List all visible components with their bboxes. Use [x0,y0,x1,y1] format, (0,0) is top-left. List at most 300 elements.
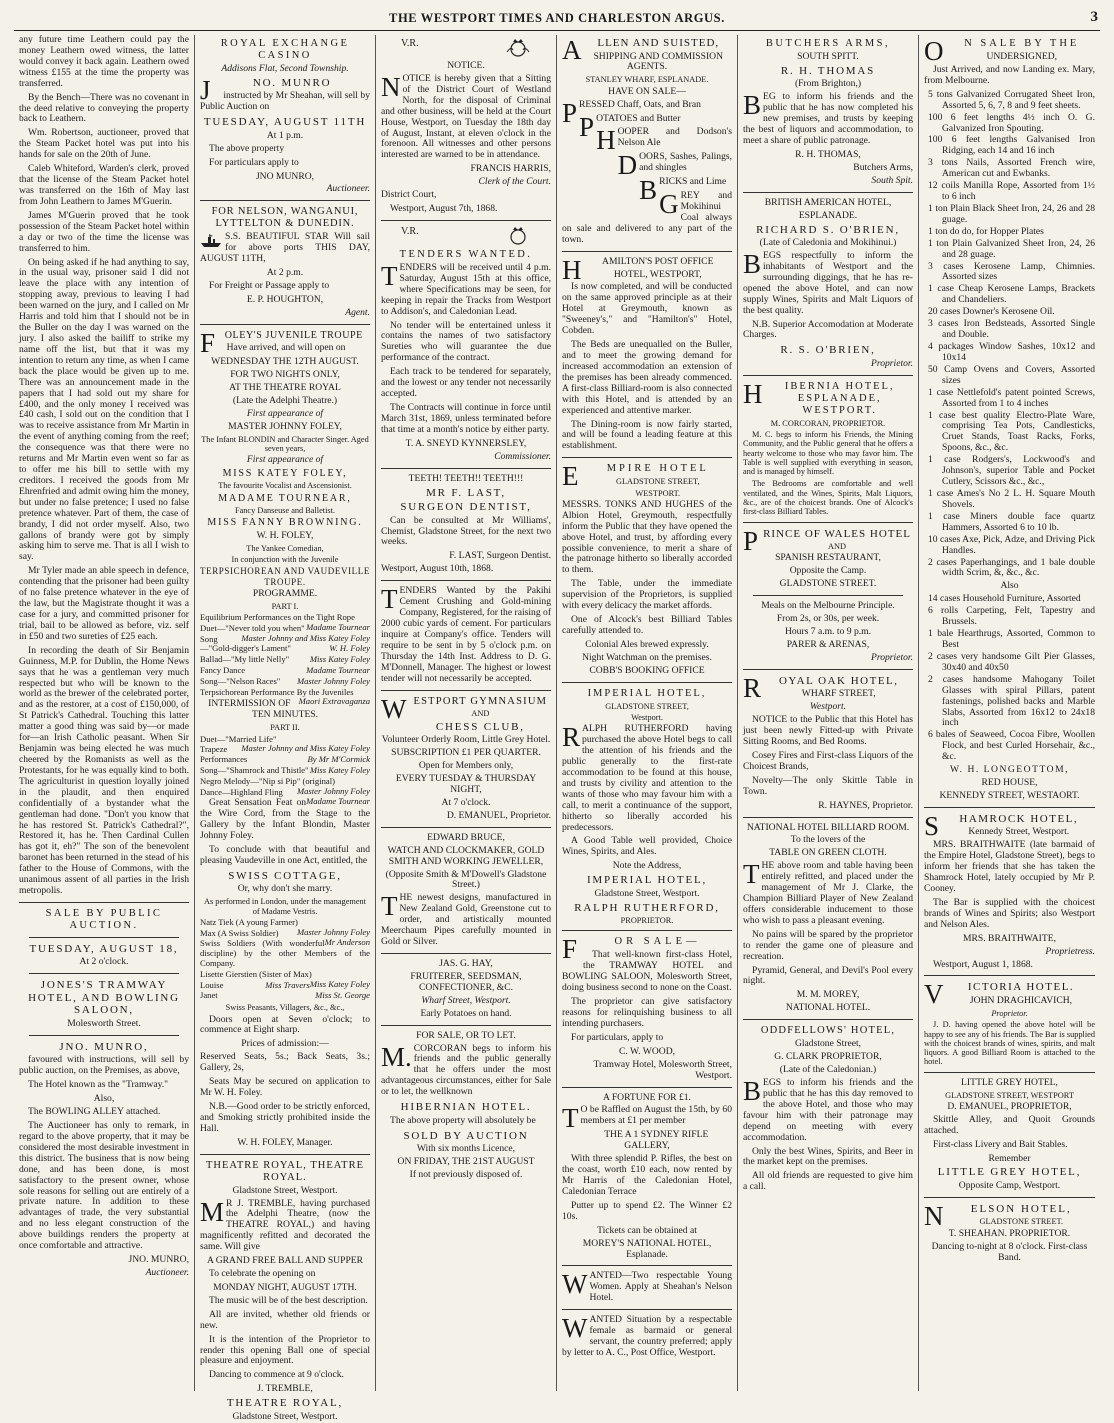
proprietor-name: T. SHEAHAN. PROPRIETOR. [948,1227,1071,1239]
contact-name: C. W. WOOD, [618,1045,676,1057]
advert-subheading: Addisons Flat, Second Township. [221,62,349,74]
programme-performer: Maori Extravaganza [298,696,370,707]
advert-heading: THEATRE ROYAL, THEATRE ROYAL. [205,1159,364,1183]
auction-street: Molesworth Street. [67,1017,141,1029]
performer-name: W. H. FOLEY, [256,529,314,541]
venue-sub: (Late the Adelphi Theatre.) [232,394,338,406]
sale-item: 12 coils Manilla Rope, Assorted from 1½ to 6 inch [928,180,1095,203]
rule [753,595,903,596]
advert-heading: SHAMROCK HOTEL, [924,810,1079,841]
advert-body: Skittle Alley, and Quoit Grounds attached. [924,1113,1095,1136]
newspaper-title: THE WESTPORT TIMES AND CHARLESTON ARGUS. [389,11,725,25]
imperial-advert [562,688,732,926]
advert-heading: ALLEN AND SUISTED, [562,35,720,65]
play-desc: As performed in London, under the management of Madame Vestris. [204,897,366,916]
rule [29,1035,179,1036]
advert-body: To conclude with that beautiful and pleasing Vaudeville in one Act, entitled, the [200,843,370,866]
advert-town: WESTPORT. [635,488,681,498]
article-paragraph: any future time Leathern could pay the money Leathern owed witness, the latter would convey it back again. Leathern owed witness £155 at the time the property was transferred. [19,34,189,89]
advert-subheading: SHIPPING AND COMMISSION AGENTS. [593,50,724,73]
nelson-advert [924,1200,1095,1264]
first-appearance: First appearance of [246,454,324,466]
rule [562,251,732,252]
advert-heading: NELSON HOTEL, [924,1200,1072,1231]
royal-oak-advert [743,672,913,812]
advert-body: The above property will absolutely be [390,1114,536,1126]
theatre-advert [200,1160,370,1423]
advert-signer: W. H. LONGEOTTOM, [949,764,1070,776]
auction-remark: The Auctioneer has only to remark, in regard to the above property, that it may be considered the most desirable investment in this district. The business that is now being done, and has been done, is most satisfactory to the present owner, whose sole reasons for selling out are entirely of a private nature. In addition to these advantages of trade, the very substantial and no less elegant construction of the above buildings renders the property at once comfortable and attractive. [19,1120,189,1252]
programme-performer: Miss Katey Foley [309,764,370,775]
theatre-address: Gladstone Street, Westport. [232,1410,338,1422]
prices: From 2s, or 30s, per week. [776,613,880,625]
proprietor-name: RALPH RUTHERFORD, [574,901,720,914]
advert-body: To celebrate the opening on [209,1268,316,1280]
contact-address: Tramway Hotel, Molesworth Street, Westport. [593,1058,732,1081]
programme-heading: PROGRAMME. [252,587,318,599]
advert-heading: HIBERNIA HOTEL, ESPLANADE, WESTPORT. [743,378,895,416]
advert-body: Cosey Fires and First-class Liquors of the Choicest Brands, [743,749,913,772]
advert-heading: IMPERIAL HOTEL, [587,687,707,699]
troupe-name: TERPSICHOREAN AND VAUDEVILLE TROUPE. [200,566,370,587]
cast-actor: Miss Travers [265,979,310,990]
article-paragraph: By the Bench—There was no covenant in the deed relative to conveying the property back to Leathern. [19,91,189,125]
performer-name: MISS KATEY FOLEY, [222,468,348,480]
advert-date: Westport, August 10th, 1868. [381,563,494,575]
advert-note: Early Potatoes on hand. [420,1007,512,1019]
advert-body: THE above room and table having been entirely refitted, and placed under the management of Mr J. Clarke, the Champion Billiard Player of New Zealand offers considerable inducement to those who wish to pass a pleasant evening. [743,859,913,926]
hours: Hours 7 a.m. to 9 p.m. [784,625,872,637]
advert-signer: R. HAYNES, Proprietor. [818,799,913,811]
programme-performer: Master Johnny and Miss Katey Foley [241,743,370,754]
page-number: 3 [1090,9,1098,25]
programme-performer: Madame Tournear [306,665,370,675]
hamilton-advert [562,254,732,453]
advert-intro: Just Arrived, and now Landing ex. Mary, from Melbourne. [924,63,1095,86]
sale-item: 10 cases Axe, Pick, Adze, and Driving Pick Handles. [928,533,1095,556]
ball-date: MONDAY NIGHT, AUGUST 17TH. [213,1281,357,1293]
proprietor-role: PROPRIETOR. [620,916,674,926]
programme-performer: Master Johnny Foley [296,785,370,796]
advert-heading: NATIONAL HOTEL BILLIARD ROOM. [746,821,910,833]
sale-item: 1 ton Plain Black Sheet Iron, 24, 26 and 28 guage. [928,202,1095,225]
rule [562,1309,732,1310]
sale-item: HOOPER and Dodson's Nelson Ale [596,125,732,156]
programme-item [200,677,370,687]
price-list: Reserved Seats, 5s.; Back Seats, 3s.; Gallery, 2s, [200,1051,370,1074]
notice-date: Westport, August 7th, 1868. [390,203,498,215]
notice-title: TENDERS WANTED. [399,248,533,260]
sale-item: 1 case Cheap Kerosene Lamps, Brackets and Chandeliers. [928,283,1095,306]
advert-body: Tickets can be obtained at [597,1224,697,1236]
advert-subheading: UNDERSIGNED, [986,50,1058,62]
rule [924,975,1095,976]
cast-item [200,991,370,1001]
advert-house: RED HOUSE, [981,777,1038,789]
rifle-gallery: THE A 1 SYDNEY RIFLE GALLERY, [604,1129,709,1152]
court-notice [381,38,551,215]
performer-desc: The Yankee Comedian, [246,543,324,553]
advert-role: Proprietress. [1045,945,1095,957]
advert-body: All are invited, whether old friends or new. [200,1308,370,1331]
advert-body: The above property [209,142,285,154]
performer-desc: Fancy Danseuse and Balletist. [234,506,335,516]
advert-body: Swiss Peasants, Villagers, &c., &c., [225,1003,345,1013]
shipping-advert [200,206,370,318]
meals: Meals on the Melbourne Principle. [761,600,895,612]
auction-body: favoured with instructions, will sell by public auction, on the Premises, as above, [19,1054,189,1077]
advert-body: Putter up to spend £2. The Winner £2 10s. [562,1199,732,1222]
programme-act: Dance—Highland Fling [200,786,283,797]
rule [381,690,551,691]
advert-heading: SALE BY PUBLIC AUCTION. [45,907,163,931]
advert-body: The Dining-room is now fairly started, and will be found a leading feature at this establishment. [562,418,732,452]
proprietor-role: Proprietor. [870,651,913,663]
prices-heading: Prices of admission:— [241,1038,329,1050]
vr-monogram [381,226,551,246]
billiard-room-advert [743,823,913,1015]
advert-street: GLADSTONE STREET. [979,1217,1064,1227]
rule [562,457,732,458]
advert-body: N.B. Superior Accomodation at Moderate Charges. [743,318,913,341]
programme-performer: By Mr M'Cormick [307,754,370,765]
advert-body: J. D. having opened the above hotel will be happy to see any of his friends. The Bar is supplied with the choicest brands of wines, spirits, and malt liquors. A good Billiard Room is attached to the hotel. [924,1020,1095,1067]
sale-item: 1 case best quality Electro-Plate Ware, comprising Tea Pots, Candlesticks, Cruet Stands, Toast Racks, Forks, Spoons, &c., &c. [928,409,1095,454]
rule [381,468,551,469]
article-paragraph: Mr Tyler made an able speech in defence, contending that the prisoner had been guilty of no false pretence whatever in the eye of the law, but the Magistrate thought it was a case for a jury, and committed prisoner for trial, bail to be allowed as before, viz. self in £50 and two sureties of £25 each. [19,565,189,642]
advert-address: KENNEDY STREET, WESTAORT. [939,789,1080,801]
advert-body: That well-known first-class Hotel, the TRAMWAY HOTEL and BOWLING SALOON, Molesworth Street, doing business second to none on the Coast. [562,949,732,994]
hibernia-advert [743,378,913,517]
club-time: At 7 o'clock. [441,796,491,808]
advert-role: Butchers Arms, [853,161,913,173]
advert-heading: FOR SALE, OR TO LET. [416,1029,516,1041]
subscription: SUBSCRIPTION £1 PER QUARTER. [391,747,541,759]
advert-heading: BUTCHERS ARMS, [765,38,891,49]
rule [200,1154,370,1155]
notice-court: District Court, [381,189,437,201]
notice-body: TENDERS will be received until 4 p.m. Saturday, August 15th at this office, where Specifications may be seen, for keeping in repair the Tracks from Westport to Addison's, and Caledonian Lead. [381,260,551,317]
advert-heading: ROYAL OAK HOTEL, [743,672,899,703]
cast-role: Natz Tiek (A young Farmer) [200,916,298,927]
advert-signer: F. LAST, Surgeon Dentist. [449,550,551,562]
advert-subheading: Gladstone Street, Westport. [232,1184,338,1196]
troupe-advert [200,327,370,1149]
advert-role: Proprietor. [870,357,913,369]
nights: FOR TWO NIGHTS ONLY, [230,369,340,380]
advert-heading: FOLEY'S JUVENILE TROUPE [200,327,363,358]
proprietor-name: RICHARD S. O'BRIEN, [756,223,900,236]
column-5 [738,35,919,1391]
advert-heading: JAS. G. HAY, [439,957,493,969]
rule [381,580,551,581]
rule [743,669,913,670]
programme-act: Trapeze Performances [200,744,248,765]
rule [381,220,551,221]
vr-text: V.R. [401,38,419,49]
gymnasium-advert [381,693,551,822]
dentist-role: SURGEON DENTIST, [400,501,532,514]
hotel-name: LITTLE GREY HOTEL, [937,1166,1082,1179]
sale-item: PRESSED Chaff, Oats, and Bran [562,97,701,128]
advert-street: GLADSTONE STREET, [605,701,689,711]
rule [743,375,913,376]
programme-act: Ballad—"My little Nelly" [200,654,290,665]
programme-act: Negro Melody—"Nip si Pip" (original) [200,775,335,786]
advert-body: M. C. begs to inform his Friends, the Mining Community, and the Public general that he offers a hearty welcome to those who may favor him. The Table is well supplied with everything in season, and is managed by himself. [743,430,913,477]
article-paragraph: On being asked if he had anything to say, in the usual way, prisoner said I did not leave the place with any intention of stopping away, previous to leaving I had been warned on the jury, and I called on Mr Harris and told him that I should not be in the Buller on the day I was warned on the jury. I also asked the bailiff to strike my name off the list, but that it was my intention to return any time, as when I came back the place would be given up to me. There was an announcement made in the papers that I had sold out my share for £400, and the only money I received was £40 cash, I sold out on the condition that I was to receive assistance from Mr Martin in the event of anything coming from the reef; the consequence was that there were no returns and Mr Martin even went so far as to offer me his bill to settle with my creditors. I received the goods from Mr Ehrenfried and admit owing him the money, but under no false pretence; I used no false pretence whatever. Part of them, the case of brandy, I did not order myself. Also, two gallons of brandy were got by simply asking him to serve me. That is all I wish to say. [19,256,189,563]
advert-body: Dancing to commence at 9 o'clock. [209,1369,344,1381]
advert-street: Gladstone Street, [794,1038,862,1050]
theatre-name: THEATRE ROYAL, [226,1397,344,1410]
raffle-advert [562,1093,732,1261]
advert-body: Dancing to-night at 8 o'clock. First-class Band. [931,1240,1088,1263]
programme-performer: Master Johnny Foley [296,675,370,686]
advert-body: The Bar is supplied with the choicest brands of Wines and Spirits; also Westport and Nelson Ales. [924,896,1095,930]
shamrock-advert [924,810,1095,971]
dentist-advert [381,474,551,576]
advert-body: MR J. TREMBLE, having purchased the Adelphi Theatre, (now the THEATRE ROYAL,) and having magnificently refitted and decorated the same. Will give [200,1196,370,1253]
advert-body: Only the best Wines, Spirits, and Beer in the market kept on the premises. [743,1145,913,1168]
advert-body: instructed by Mr Sheahan, will sell by Public Auction on [200,90,370,113]
ticket-location: MOREY'S NATIONAL HOTEL, Esplanade. [582,1237,712,1260]
sale-item: 1 case Miners double face quartz Hammers, Assorted 6 to 10 lb. [928,510,1095,533]
advert-body: Have arrived, and will open on [226,342,346,354]
advert-body: For Freight or Passage apply to [209,280,330,291]
advert-body: MESSRS. TONKS AND HUGHES of the Albion Hotel, Greymouth, respectfully inform the Public that they have opened the above Hotel, and trust, by affording every possible convenience, to merit a share of the patronage hitherto so liberally accorded to them. [562,498,732,576]
rule [743,817,913,818]
sale-item: 1 ton do do, for Hopper Plates [928,225,1044,237]
advert-street: GLADSTONE STREET, WESTPORT [945,1090,1074,1100]
column-6 [919,35,1100,1391]
rule [743,1019,913,1020]
club-name: CHESS CLUB, [435,720,525,733]
british-american-advert [743,198,913,370]
little-grey-advert [924,1078,1095,1192]
advert-body: One of Alcock's best Billiard Tables carefully attended to. [562,614,732,636]
play-subtitle: Or, why don't she marry. [237,883,333,895]
tramway-sale-advert [562,936,732,1081]
sail-time: At 2 p.m. [266,267,304,279]
programme-performer: Madame Tournear [306,621,370,632]
proprietor-name: D. EMANUEL, Proprietor. [446,809,551,821]
advert-and: AND [471,709,490,719]
article-paragraph: James M'Guerin proved that he took possession of the Steam Packet hotel within a day or two of the time the license was transferred to him. [19,209,189,254]
advert-town: Westport. [631,712,663,722]
advert-body: With three splendid P. Rifles, the best on the coast, worth £10 each, now rented by Mr Harris of the Caledonian Hotel, Caledonian Terrace [562,1153,732,1197]
advert-body: All old friends are requested to give him a call. [743,1170,913,1193]
sale-item: 2 cases handsome Mahogany Toilet Glasses with spiral Pillars, patent fastenings, polished backs and Marble Slabs, Assorted from 16x12 to 24x18 inch [928,673,1095,729]
advert-address: Wharf Street, Westport. [421,994,511,1006]
advert-subheading: To the lovers of the [790,834,866,846]
first-appearance: First appearance of [246,407,324,419]
agent-name: E. P. HOUGHTON, [246,293,324,305]
performer-name: MADAME TOURNEAR, [218,492,352,504]
members-only: Open for Members only, [418,760,514,772]
contact-role: Auctioneer. [326,183,370,195]
club-nights: EVERY TUESDAY & THURSDAY NIGHT, [395,773,537,795]
cast-actor: Mr Anderson [324,937,370,948]
hotel-name: HIBERNIAN HOTEL. [400,1101,532,1114]
advert-address: Gladstone Street, Westport. [594,887,700,899]
advert-body: BEGS respectfully to inform the inhabitants of Westport and the surrounding diggings, that he has re-opened the above Hotel, and can now supply Wines, Spirits and Malt Liquors of the best quality. [743,249,913,316]
proprietor-name: JOHN DRAGHICAVICH, [969,995,1073,1007]
advert-date: Westport, August 1, 1868. [933,958,1033,970]
sale-item: 100 6 feet lengths Galvanised Iron Ridging, each 14 and 16 inch [928,134,1095,157]
programme-item [200,733,370,754]
sale-item: 2 cases very handsome Gilt Pier Glasses, 30x40 and 40x50 [928,650,1095,673]
empire-advert [562,463,732,676]
proprietor-origin: (Late of Caledonia and Mokihinui.) [759,237,897,249]
sale-item: 1 case Rodgers's, Lockwood's and Johnson's, superior Table and Pocket Cutlery, Scissors &c., &c., [928,454,1095,488]
sale-item: 4 packages Window Sashes, 10x12 and 10x14 [928,341,1095,363]
performer-desc: The Infant BLONDIN and Character Singer. Aged seven years, [201,434,369,453]
pakihi-tenders: TENDERS Wanted by the Pakihi Cement Crushing and Gold-mining Company, Registered, for the raising of 2000 cubic yards of cement. For particulars inquire at Company's office. Tenders will require to be sent in by 5 o'clock p.m. on Thursday the 14th Inst. Address to D. G. M'Donnell, Manager. The highest or lowest tender will not necessarily be accepted. [381,584,552,684]
sale-items [924,90,1095,580]
vr-text: V.R. [401,225,419,237]
advert-street: GLADSTONE STREET. [779,578,877,590]
auction-role: Auctioneer. [145,1267,189,1279]
advert-body: It is the intention of the Proprietor to render this opening Ball one of special pleasure and enjoyment. [200,1333,370,1367]
sale-item: 3 cases Kerosene Lamp, Chimnies. Assorted sizes [928,260,1095,283]
proprietor-name: PARER & ARENAS, [786,638,870,650]
sale-item: 50 Camp Ovens and Covers, Assorted sizes [928,363,1095,386]
rule [381,953,551,954]
rule [19,902,189,903]
sale-item: 1 case Ames's No 2 L. H. Square Mouth Shovels. [928,488,1095,510]
notice-body: Each track to be tendered for separately, and the lowest or any tender not necessarily accepted. [381,366,551,400]
rule [381,1025,551,1026]
advert-subheading: TABLE ON GREEN CLOTH. [769,847,887,859]
advert-subheading: SPANISH RESTAURANT, [775,552,881,564]
sale-date: ON FRIDAY, THE 21ST AUGUST [397,1156,535,1168]
advert-and: AND [828,542,846,552]
rule [29,937,179,938]
licence: With six months Licence, [416,1143,516,1155]
rule [743,522,913,523]
advert-body: For particulars apply to [209,156,299,168]
club-location: Volunteer Orderly Room, Little Grey Hotel. [381,734,551,746]
columns [14,34,1100,1422]
programme-item [200,655,370,665]
advert-body: First-class Livery and Bait Stables. [933,1138,1068,1150]
cast-list [200,918,370,1001]
wanted-situation-advert: WANTED Situation by a respectable female as barmaid or general servant, the country preferred; apply by letter to A. C., Post Office, Westport. [562,1313,732,1358]
advert-heading: EDWARD BRUCE, [427,831,505,843]
advert-body: RALPH RUTHERFORD having purchased the above Hotel begs to call the attention of his friends and the public generally to the first-rate accommodation to be found at this house, and trusts by civility and attention to the wants of those who may favour him with a call, to merit a continuance of the support, hitherto so liberally accorded his predecessors. [562,722,732,833]
advert-body: The Beds are unequalled on the Buller, and to meet the growing demand for increased accommodation an extension of the premises has been already commenced. A first-class Billiard-room is also connected with this Hotel, and is attended by an experienced and attentive marker. [562,339,732,416]
sale-tail: If not previously disposed of. [409,1168,523,1180]
sale-item: 5 tons Galvanized Corrugated Sheet Iron, Assorted 5, 6, 7, 8 and 9 feet sheets. [928,88,1095,111]
programme-part-2 [200,733,370,807]
notice-role: Clerk of the Court. [478,176,551,188]
advert-location: Opposite Camp, Westport. [958,1179,1061,1191]
auction-also: Also, [93,1093,115,1105]
advert-body: BEG to inform his friends and the public that he has now completed his new premises, and trusts by keeping the best of liquors and accommodation, to meet a share of public patronage. [743,90,913,147]
sale-item: 1 bale Hearthrugs, Assorted, Common to Best [928,628,1095,650]
have-on-sale: HAVE ON SALE— [608,85,686,97]
masthead [14,8,1100,31]
sale-item: 1 ton Plain Galvanized Sheet Iron, 24, 26 and 28 guage. [928,237,1095,260]
auction-hotel: The Hotel known as the "Tramway." [28,1079,169,1091]
article-paragraph: In recording the death of Sir Benjamin Guinness, M.P. for Dublin, the Home News says that he was a gentleman very much respected but who will be known to the world as the brewer of the celebrated porter, and as the restorer, at a cost of £150,000, of St Patrick's Cathedral. Touching this latter matter a good thing was said by—or made for—an Irish Catholic peasant. When Sir Benjamin was being elected he was much cheered by the Romanists as well as the Protestants, for he was equally kind to both. The agriculturist in question loyally joined in the plaudit, and then enquired confidentially of a bystander what the gentleman had done. "Don't you know that he has restored St. Patrick's Cathedral?", Restored it, has he. Then Cardinal Cullen has got it, eh?" The son of the benevolent baronet has been returned in the stead of his father to the House of Commons, with the unanimous assent of all parties in the Irish metropolis. [19,644,189,897]
jeweller-advert [381,833,551,948]
advert-heading: LITTLE GREY HOTEL, [961,1076,1058,1088]
booking-office: COBB'S BOOKING OFFICE [589,664,705,676]
advert-body: Doors open at Seven o'clock; to commence at Eight sharp. [200,1013,370,1036]
auction-place: JONES'S TRAMWAY HOTEL, AND BOWLING SALOON, [28,979,180,1017]
performer-desc: The favourite Vocalist and Ascensionist. [218,481,352,491]
notice-signer: T. A. SNEYD KYNNERSLEY, [405,437,527,449]
rule [924,1197,1095,1198]
programme-part: PART II. [270,723,300,733]
advert-body: A Good Table well provided, Choice Wines, Spirits, and Ales. [562,835,732,858]
advert-subheading: WATCH AND CLOCKMAKER, GOLD SMITH AND WORKING JEWELLER, [387,844,545,867]
sale-item: 14 cases Household Furniture, Assorted [928,593,1081,605]
auctioneer-name: JNO. MUNRO [200,74,332,105]
advert-heading: A FORTUNE FOR £1. [603,1091,691,1103]
sale-item: DOORS, Sashes, Palings, and shingles [617,150,732,181]
proprietor-role: Proprietor. [991,1008,1028,1018]
advert-body: M.CORCORAN begs to inform his friends and the public generally that he offers under the most advantageous circumstances, either for Sale or to let, the wellknown [381,1041,551,1098]
programme-item [200,666,370,676]
advert-body: Pyramid, General, and Devil's Pool every night. [743,964,913,987]
advert-body: Great Sensation Feat on the Wire Cord, from the Stage to the Gallery by the Infant Blondin, Master Johnny Foley. [200,797,370,842]
venue: AT THE THEATRE ROYAL [229,381,341,393]
hibernian-sale-advert [381,1031,551,1181]
programme-performer: Master Johnny and Miss Katey Foley [241,632,370,643]
proprietor-name: M. CORCORAN, PROPRIETOR. [770,418,886,428]
programme-act: Song—"Shamrock and Thistle" [200,764,309,775]
advert-body: Novelty—The only Skittle Table in Town. [743,774,913,797]
rule [200,200,370,201]
advert-body: MRS. BRAITHWAITE (late barmaid of the Empire Hotel, Gladstone Street), begs to inform her friends that she has taken the Shamrock Hotel, lately occupied by Mr P. Cooney. [924,839,1095,895]
advert-address: (Opposite Smith & M'Dowell's Gladstone Street.) [385,868,547,891]
notice-role: Commissioner. [494,450,551,462]
sale-item: BRICKS and Lime [639,175,727,206]
article-paragraph: Wm. Robertson, auctioneer, proved that the Steam Packet hotel was put into his hands for sale on the 20th of June. [19,127,189,161]
sold-by-auction: SOLD BY AUCTION [403,1129,529,1142]
advert-body: The Bedrooms are comfortable and well ventilated, and the Wines, Spirits, Malt Liquors, &c., are of the choicest brands. One of Alcock's first-class Billiard Tables. [743,479,913,517]
proprietor-name: G. CLARK PROPRIETOR, [774,1051,882,1063]
royal-crest-icon [505,38,531,58]
advert-heading: FOR SALE— [562,934,701,965]
notice-body: The Contracts will continue in force until March 31st, 1869, unless terminated before that time at a month's notice by either party. [381,402,551,435]
programme-performer: Madame Tournear [306,796,370,807]
cast-actor: Miss St. George [315,990,370,1001]
article-paragraph: Caleb Whiteford, Warden's clerk, proved that the license of the Steam Packet hotel was transferred on the 16th of May last from John Leathern to James M'Guerin. [19,163,189,207]
programme-part: PART I. [271,601,299,611]
sale-item: POTATOES and Butter [579,111,681,142]
programme-performer: Miss Katey Foley [309,654,370,665]
allen-suisted-advert [562,37,732,246]
programme-part-1 [200,612,370,707]
column-3 [376,35,557,1391]
play-title: SWISS COTTAGE, [228,869,342,882]
hotel-name: IMPERIAL HOTEL, [586,874,708,887]
butchers-arms-advert [743,38,913,187]
sale-date: TUESDAY, AUGUST 11TH [203,116,367,129]
advert-heading: ODDFELLOWS' HOTEL, [760,1025,896,1037]
cast-actor: Master Johnny Foley [296,926,370,937]
advert-address: STANLEY WHARF, ESPLANADE. [585,75,709,85]
auctioneer-lead: JNO. MUNRO, [59,1040,149,1053]
advert-address: South Spit. [871,174,913,186]
proprietor-role: NATIONAL HOTEL. [785,1002,871,1014]
dentist-name: MR F. LAST, [426,486,506,499]
rule [743,192,913,193]
advert-subheading: SOUTH SPITT. [797,50,859,62]
